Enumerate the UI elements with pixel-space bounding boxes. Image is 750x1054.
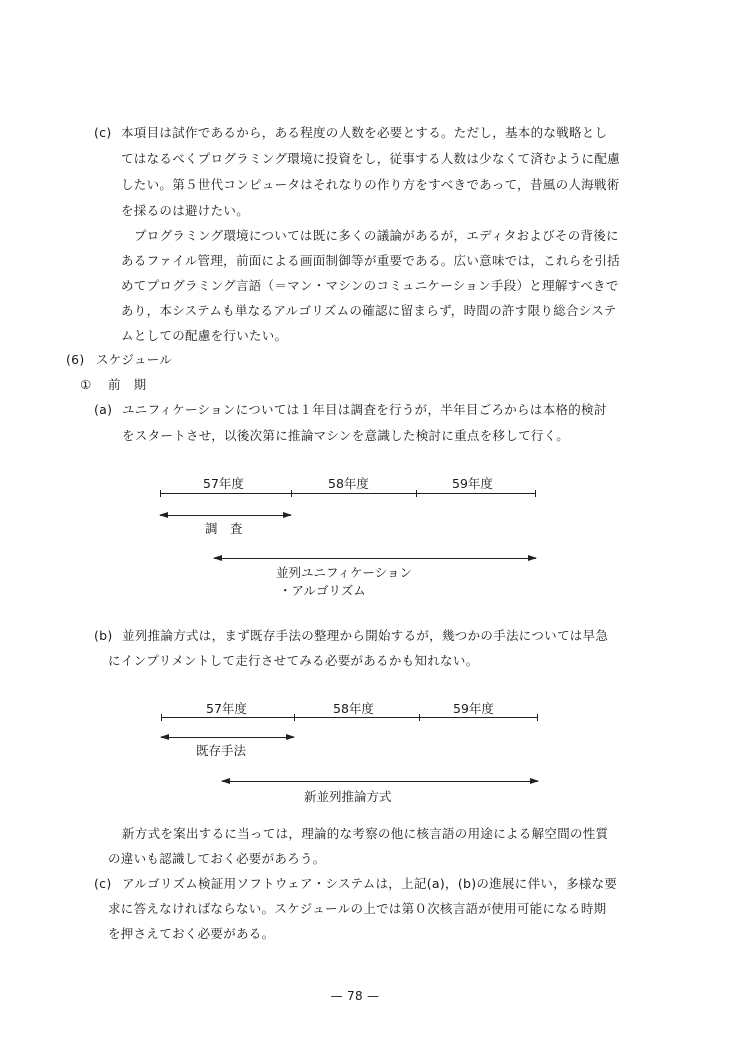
subsection-title: 前 期: [108, 377, 147, 392]
timeline-1-tick: [535, 490, 536, 497]
timeline-2-tick: [161, 714, 162, 721]
paragraph-new-line-1: 新方式を案出するに当っては，理論的な考察の他に核言語の用途による解空間の性質: [122, 826, 609, 841]
item-b-line-2: にインプリメントして走行させてみる必要があるかも知れない。: [108, 653, 479, 668]
section-marker: (6): [66, 352, 85, 367]
paragraph-c-line-4: を採るのは避けたい。: [121, 203, 250, 218]
paragraph-env-line-5: ムとしての配慮を行いたい。: [121, 328, 288, 343]
timeline-2-axis: [161, 717, 538, 718]
item-c2-line-3: を押さえておく必要がある。: [108, 926, 275, 941]
timeline-1-survey-label: 調 査: [205, 521, 243, 536]
timeline-1-tick: [416, 490, 417, 497]
timeline-2-tick: [294, 714, 295, 721]
paragraph-c-line-1: 本項目は試作であるから，ある程度の人数を必要とする。ただし，基本的な戦略とし: [121, 125, 608, 140]
timeline-2-new-method-label: 新並列推論方式: [304, 789, 392, 804]
timeline-2-year-57: 57年度: [206, 701, 247, 716]
timeline-1-unification-label-2: ・アルゴリズム: [279, 583, 366, 598]
paragraph-c-line-3: したい。第５世代コンピュータはそれなりの作り方をすべきであって，昔風の人海戦術: [121, 177, 620, 192]
timeline-2-new-method-arrow: [222, 781, 538, 782]
item-b-line-1: 並列推論方式は，まず既存手法の整理から開始するが，幾つかの手法については早急: [122, 628, 609, 643]
timeline-1-axis: [160, 493, 536, 494]
timeline-2-tick: [419, 714, 420, 721]
timeline-1-year-57: 57年度: [203, 476, 244, 491]
timeline-1-survey-arrow: [160, 515, 291, 516]
item-marker-a: (a): [94, 402, 113, 417]
timeline-1-year-59: 59年度: [452, 476, 493, 491]
item-marker-c: (c): [94, 125, 112, 140]
timeline-2-existing-arrow: [161, 737, 294, 738]
timeline-1-year-58: 58年度: [328, 476, 369, 491]
paragraph-env-line-4: あり，本システムも単なるアルゴリズムの確認に留まらず，時間の許す限り総合システ: [121, 303, 617, 318]
timeline-1-unification-arrow: [214, 558, 536, 559]
timeline-2-existing-label: 既存手法: [196, 743, 247, 758]
paragraph-new-line-2: の違いも認識しておく必要があろう。: [108, 851, 326, 866]
timeline-2-year-59: 59年度: [453, 701, 494, 716]
section-title: スケジュール: [96, 352, 173, 367]
timeline-1-unification-label-1: 並列ユニフィケーション: [276, 565, 413, 580]
item-marker-b: (b): [94, 628, 113, 643]
subsection-marker: ①: [80, 377, 92, 392]
item-a-line-1: ユニフィケーションについては１年目は調査を行うが，半年目ごろからは本格的検討: [122, 402, 607, 417]
paragraph-c-line-2: てはなるべくプログラミング環境に投資をし，従事する人数は少なくて済むように配慮: [121, 151, 620, 166]
paragraph-env-line-1: プログラミング環境については既に多くの議論があるが，エディタおよびその背後に: [134, 228, 619, 243]
item-marker-c2: (c): [94, 876, 112, 891]
paragraph-env-line-2: あるファイル管理，前面による画面制御等が重要である。広い意味では，これらを引括: [121, 253, 620, 268]
page-number: — 78 —: [330, 989, 380, 1003]
item-c2-line-1: アルゴリズム検証用ソフトウェア・システムは，上記(a)，(b)の進展に伴い，多様な要: [122, 876, 618, 891]
item-c2-line-2: 求に答えなければならない。スケジュールの上では第０次核言語が使用可能になる時期: [108, 901, 607, 916]
timeline-2-tick: [537, 714, 538, 721]
item-a-line-2: をスタートさせ，以後次第に推論マシンを意識した検討に重点を移して行く。: [122, 428, 570, 443]
timeline-2-year-58: 58年度: [333, 701, 374, 716]
timeline-1-tick: [291, 490, 292, 497]
timeline-1-tick: [160, 490, 161, 497]
paragraph-env-line-3: めてプログラミング言語（＝マン・マシンのコミュニケーション手段）と理解すべきで: [121, 278, 619, 293]
